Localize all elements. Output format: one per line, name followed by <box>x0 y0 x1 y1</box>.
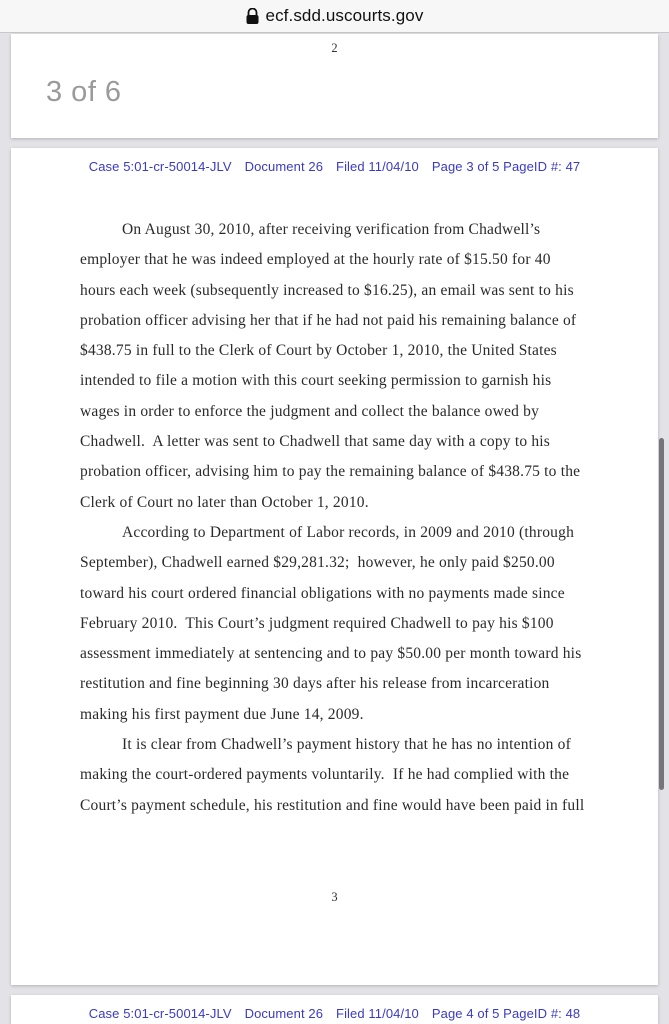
scrollbar-thumb[interactable] <box>659 438 664 790</box>
body-line: intended to file a motion with this court seeking permission to garnish his <box>80 372 552 390</box>
body-line: probation officer advising her that if he had not paid his remaining balance of <box>80 311 577 329</box>
body-line: restitution and fine beginning 30 days after his release from incarceration <box>80 675 550 693</box>
document-body <box>80 215 598 821</box>
case-header-segment: Filed 11/04/10 <box>336 159 419 174</box>
page-3-number: 3 <box>331 890 338 904</box>
page-indicator: 3 of 6 <box>46 76 122 108</box>
address-bar[interactable] <box>0 0 669 33</box>
case-header-segment: Document 26 <box>244 1006 324 1021</box>
case-header-segment: Page 3 of 5 PageID #: 47 <box>431 159 581 174</box>
pdf-viewport <box>0 34 669 1024</box>
body-line: toward his court ordered financial obligations with no payments made since <box>80 584 565 602</box>
body-line: hours each week (subsequently increased to $16.25), an email was sent to his <box>80 281 574 299</box>
document-page-3 <box>11 148 658 985</box>
body-line: wages in order to enforce the judgment and collect the balance owed by <box>80 402 540 420</box>
body-line: September), Chadwell earned $29,281.32; however, he only paid $250.00 <box>80 554 555 572</box>
case-header-segment: Filed 11/04/10 <box>336 1006 419 1021</box>
body-line: February 2010. This Court’s judgment required Chadwell to pay his $100 <box>80 614 554 632</box>
body-line: making his first payment due June 14, 2009. <box>80 705 364 723</box>
url-text: ecf.sdd.uscourts.gov <box>265 6 424 25</box>
document-page-4 <box>11 995 658 1024</box>
body-line: According to Department of Labor records, in 2009 and 2010 (through <box>122 523 575 541</box>
case-header-page-4 <box>11 1006 658 1021</box>
case-header-segment: Case 5:01-cr-50014-JLV <box>88 159 232 174</box>
body-line: Clerk of Court no later than October 1, 2010. <box>80 493 369 511</box>
lock-icon <box>246 8 259 25</box>
case-header-page-3 <box>11 159 658 174</box>
case-header-segment: Document 26 <box>244 159 324 174</box>
body-line: Chadwell. A letter was sent to Chadwell that same day with a copy to his <box>80 433 551 451</box>
body-line: assessment immediately at sentencing and to pay $50.00 per month toward his <box>80 645 582 663</box>
case-header-segment: Case 5:01-cr-50014-JLV <box>88 1006 232 1021</box>
page-2-number: 2 <box>331 41 338 55</box>
body-line: probation officer, advising him to pay the remaining balance of $438.75 to the <box>80 463 581 481</box>
body-line: Court’s payment schedule, his restitution and fine would have been paid in full <box>80 796 585 814</box>
body-line: making the court-ordered payments voluntarily. If he had complied with the <box>80 766 570 784</box>
body-line: $438.75 in full to the Clerk of Court by October 1, 2010, the United States <box>80 342 557 360</box>
case-header-segment: Page 4 of 5 PageID #: 48 <box>431 1006 581 1021</box>
body-line: It is clear from Chadwell’s payment history that he has no intention of <box>122 736 571 754</box>
body-line: employer that he was indeed employed at the hourly rate of $15.50 for 40 <box>80 251 551 269</box>
body-line: On August 30, 2010, after receiving verification from Chadwell’s <box>122 221 541 238</box>
